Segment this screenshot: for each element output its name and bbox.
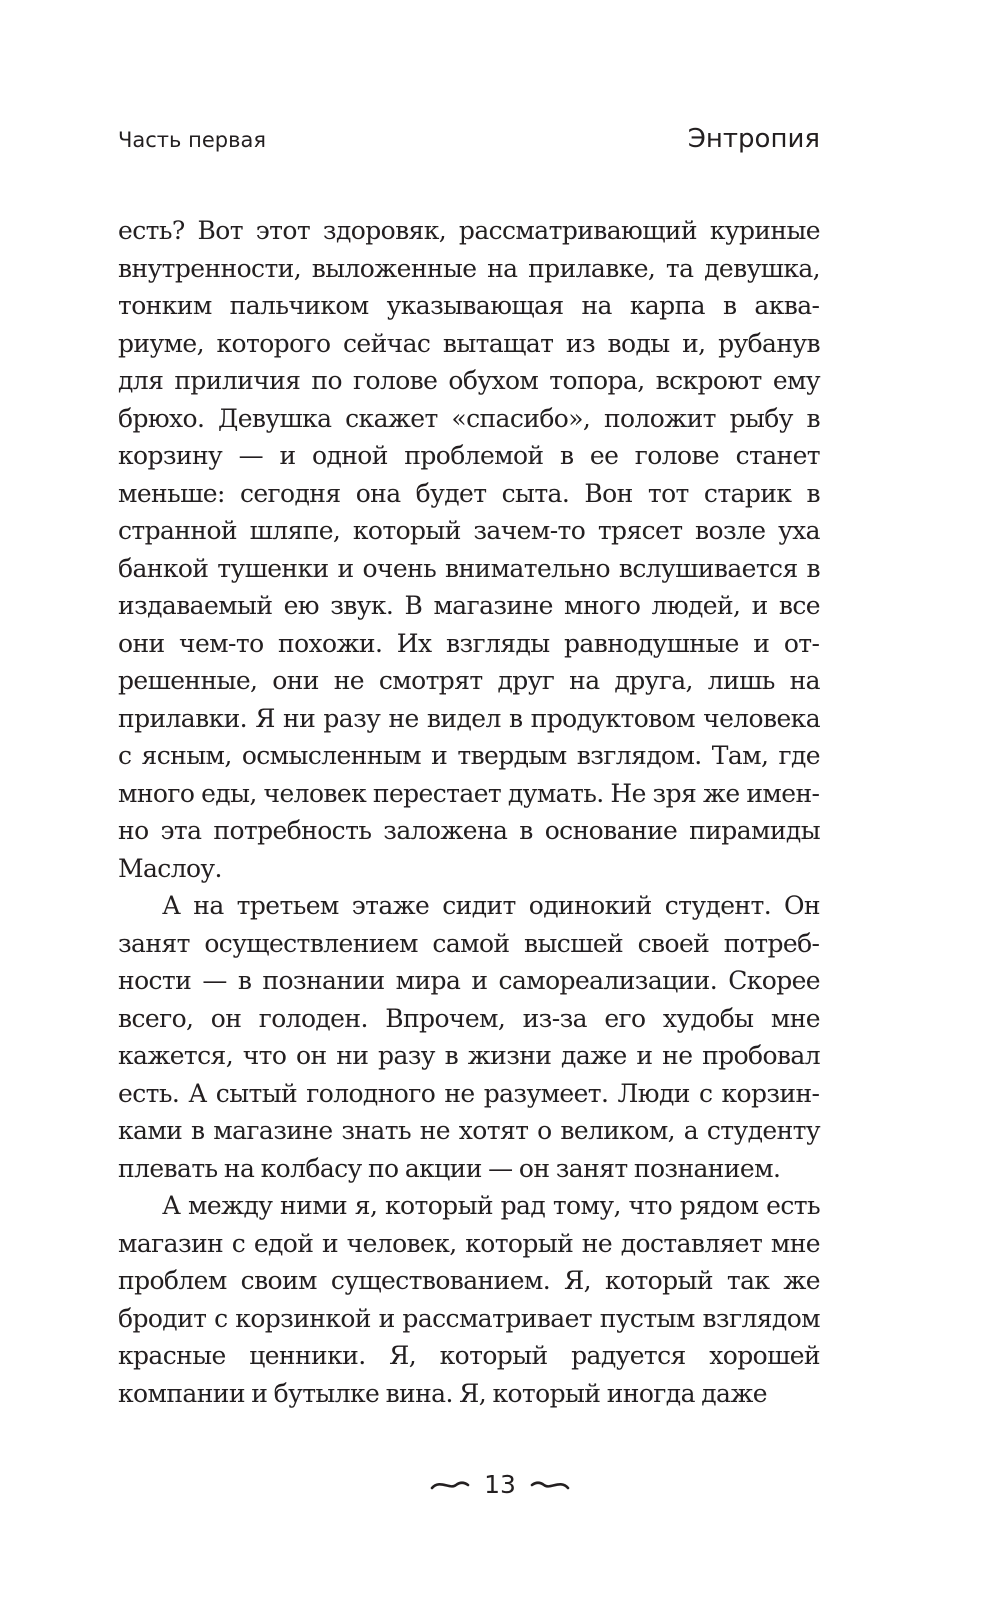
page-footer [0, 1470, 1000, 1499]
paragraph-3: А между ними я, который рад тому, что рядом есть магазин с едой и человек, который не доставляет мне проблем своим существованием. Я, который так же бродит с корзинкой и рассматривает пустым взглядом красные ценники. Я, который радуется хорошей компании и бутылке вина. Я, который иногда даже [118, 1191, 820, 1408]
paragraph-1: есть? Вот этот здоровяк, рассматривающий куриные внутренности, выложенные на прилавке, та девушка, тонким пальчиком указывающая на карпа в аквариуме, которого сейчас вытащат из воды и, рубанув для приличия по голове обухом топора, вскроют ему брюхо. Девушка скажет «спасибо», положит рыбу в корзину — и одной проблемой в ее голове станет меньше: сегодня она будет сыта. Вон тот старик в странной шляпе, который зачем-то трясет возле уха банкой тушенки и очень внимательно вслушивается в издаваемый ею звук. В магазине много людей, и все они чем-то похожи. Их взгляды равнодушные и отрешенные, они не смотрят друг на друга, лишь на прилавки. Я ни разу не видел в продуктовом человека с ясным, осмысленным и твердым взглядом. Там, где много еды, человек перестает думать. Не зря же именно эта потребность заложена в основание пирамиды Маслоу. [118, 216, 820, 883]
body-text [118, 212, 820, 1412]
page-number: 13 [484, 1470, 516, 1499]
part-label: Часть первая [118, 128, 266, 152]
chapter-title: Энтропия [687, 124, 820, 154]
running-header [118, 124, 820, 154]
left-wave-ornament-icon [430, 1478, 470, 1492]
paragraph-2: А на третьем этаже сидит одинокий студент. Он занят осуществлением самой высшей своей потребности — в познании мира и самореализации. Скорее всего, он голоден. Впрочем, из-за его худобы мне кажется, что он ни разу в жизни даже и не пробовал есть. А сытый голодного не разумеет. Люди с корзинками в магазине знать не хотят о великом, а студенту плевать на колбасу по акции — он занят познанием. [118, 891, 820, 1183]
right-wave-ornament-icon [530, 1478, 570, 1492]
